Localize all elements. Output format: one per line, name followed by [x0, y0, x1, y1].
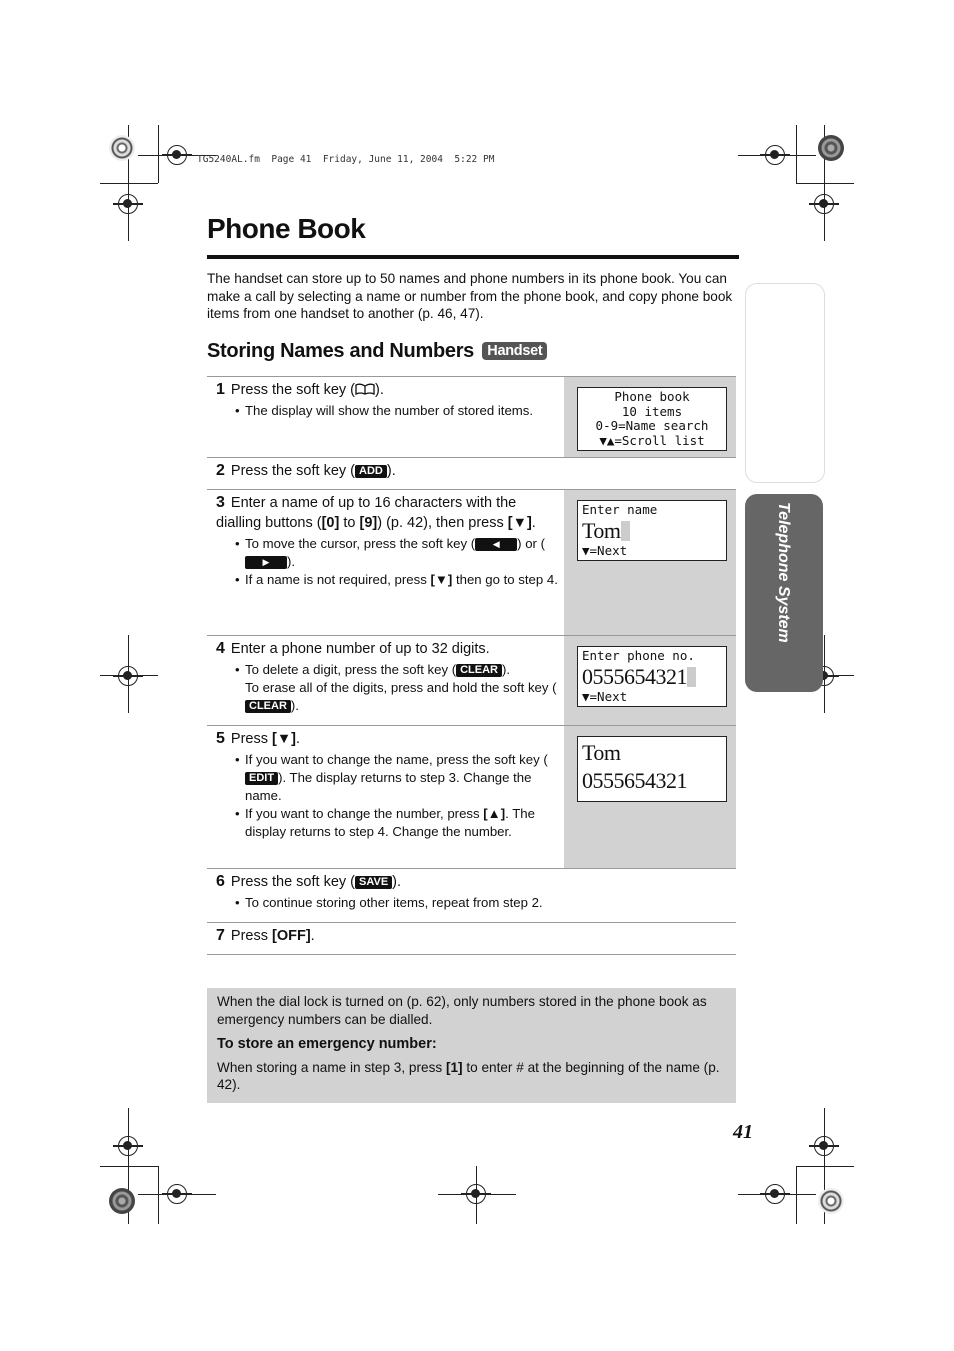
- color-calibration-icon: [818, 135, 844, 161]
- save-softkey: SAVE: [355, 876, 392, 889]
- section-heading: [207, 340, 547, 363]
- registration-target-icon: [167, 145, 187, 165]
- step-1-text: 1 Press the soft key ( ). • The display will show the number of stored items.: [207, 377, 564, 457]
- step-4-text: 4 Enter a phone number of up to 32 digits. • To delete a digit, press the soft key ( CLEAR ). To erase all of the digits, press and hold the soft key (CLEAR ).: [207, 636, 564, 725]
- registration-target-icon: [167, 1184, 187, 1204]
- number-entry: 0555654321: [582, 663, 687, 689]
- list-item: • To delete a digit, press the soft key ( CLEAR ). To erase all of the digits, press and hold the soft key (CLEAR ).: [235, 661, 560, 715]
- side-tab-telephone-system[interactable]: [745, 494, 823, 692]
- registration-target-icon: [118, 1136, 138, 1156]
- step-7: [207, 923, 736, 955]
- step-5-display-panel: [564, 726, 736, 868]
- steps-table: [207, 376, 736, 955]
- list-item: • The display will show the number of stored items.: [235, 402, 560, 420]
- registration-target-icon: [118, 194, 138, 214]
- step-1: [207, 376, 736, 458]
- step-2-text: 2 Press the soft key ( ADD ).: [216, 462, 396, 479]
- handset-badge: Handset: [482, 342, 547, 360]
- edit-softkey: EDIT: [245, 772, 278, 785]
- registration-target-icon: [466, 1184, 486, 1204]
- note-heading: To store an emergency number:: [217, 1036, 437, 1052]
- name-entry: Tom: [582, 517, 621, 543]
- list-item: • To continue storing other items, repeat from step 2.: [235, 894, 732, 912]
- section-heading-text: Storing Names and Numbers: [207, 340, 475, 362]
- step-1-display-panel: [564, 377, 736, 457]
- note-box: [207, 988, 736, 1103]
- color-calibration-icon: [109, 1188, 135, 1214]
- step-3-text: 3 Enter a name of up to 16 characters with the dialling buttons ([0] to [9]) (p. 42), then press [▼]. • To move the cursor, press the soft key ( ◀ ) or (▶ ). • If a name is not required, press [▼] then go to step 4.: [207, 490, 564, 635]
- handset-display: Tom 0555654321: [577, 736, 727, 802]
- step-3-notes: [235, 535, 560, 589]
- color-calibration-icon: [109, 135, 135, 161]
- add-softkey: ADD: [355, 465, 387, 478]
- step-5-notes: [235, 751, 560, 841]
- side-tab-label: Telephone System: [775, 502, 792, 643]
- list-item: • If you want to change the name, press the soft key (EDIT ). The display returns to step 3. Change the name.: [235, 751, 560, 805]
- step-4: [207, 636, 736, 726]
- step-6-text: 6 Press the soft key ( SAVE ). • To continue storing other items, repeat from step 2.: [207, 869, 736, 922]
- step-3: [207, 490, 736, 636]
- registration-target-icon: [118, 666, 138, 686]
- step-6: [207, 869, 736, 923]
- note-text: When the dial lock is turned on (p. 62), only numbers stored in the phone book as emergency numbers can be dialled.: [217, 994, 707, 1027]
- clear-softkey: CLEAR: [456, 664, 502, 677]
- text-cursor: [687, 667, 696, 687]
- step-7-text: 7 Press [OFF].: [216, 927, 315, 944]
- step-4-notes: [235, 661, 560, 715]
- side-tab-blank: [745, 283, 825, 483]
- list-item: • If a name is not required, press [▼] then go to step 4.: [235, 571, 560, 589]
- registration-target-icon: [765, 145, 785, 165]
- step-2: [207, 458, 736, 490]
- step-5: [207, 726, 736, 869]
- clear-softkey: CLEAR: [245, 700, 291, 713]
- step-3-display-panel: [564, 490, 736, 635]
- phonebook-icon: [355, 383, 375, 395]
- page-title: Phone Book: [207, 213, 366, 244]
- note-body: When storing a name in step 3, press [1] to enter # at the beginning of the name (p. 42).: [217, 1059, 720, 1092]
- handset-display: Enter phone no. 0555654321 ▼=Next: [577, 646, 727, 707]
- registration-target-icon: [765, 1184, 785, 1204]
- right-arrow-icon: ▶: [245, 556, 287, 569]
- page-number: 41: [733, 1121, 753, 1143]
- handset-display: Enter name Tom ▼=Next: [577, 500, 727, 561]
- handset-display: Phone book 10 items 0-9=Name search ▼▲=Scroll list: [577, 387, 727, 451]
- list-item: • To move the cursor, press the soft key ( ◀ ) or (▶ ).: [235, 535, 560, 571]
- color-calibration-icon: [818, 1188, 844, 1214]
- intro-paragraph: The handset can store up to 50 names and phone numbers in its phone book. You can make a call by selecting a name or number from the phone book, and copy phone book items from one handset to another (p. 46, 47).: [207, 271, 733, 321]
- list-item: • If you want to change the number, press [▲]. The display returns to step 4. Change the number.: [235, 805, 560, 841]
- registration-target-icon: [814, 194, 834, 214]
- step-4-display-panel: [564, 636, 736, 725]
- registration-target-icon: [814, 1136, 834, 1156]
- left-arrow-icon: ◀: [475, 538, 517, 551]
- step-number: 1: [216, 381, 225, 398]
- file-header: TG5240AL.fm Page 41 Friday, June 11, 2004 5:22 PM: [197, 154, 495, 165]
- title-rule: [207, 255, 739, 259]
- text-cursor: [621, 521, 630, 541]
- step-6-notes: [235, 894, 732, 912]
- step-5-text: 5 Press [▼]. • If you want to change the name, press the soft key (EDIT ). The display returns to step 3. Change the name. • If you want to change the number, press [▲]. The display returns to step 4. Change the number.: [207, 726, 564, 868]
- step-1-notes: [235, 402, 560, 420]
